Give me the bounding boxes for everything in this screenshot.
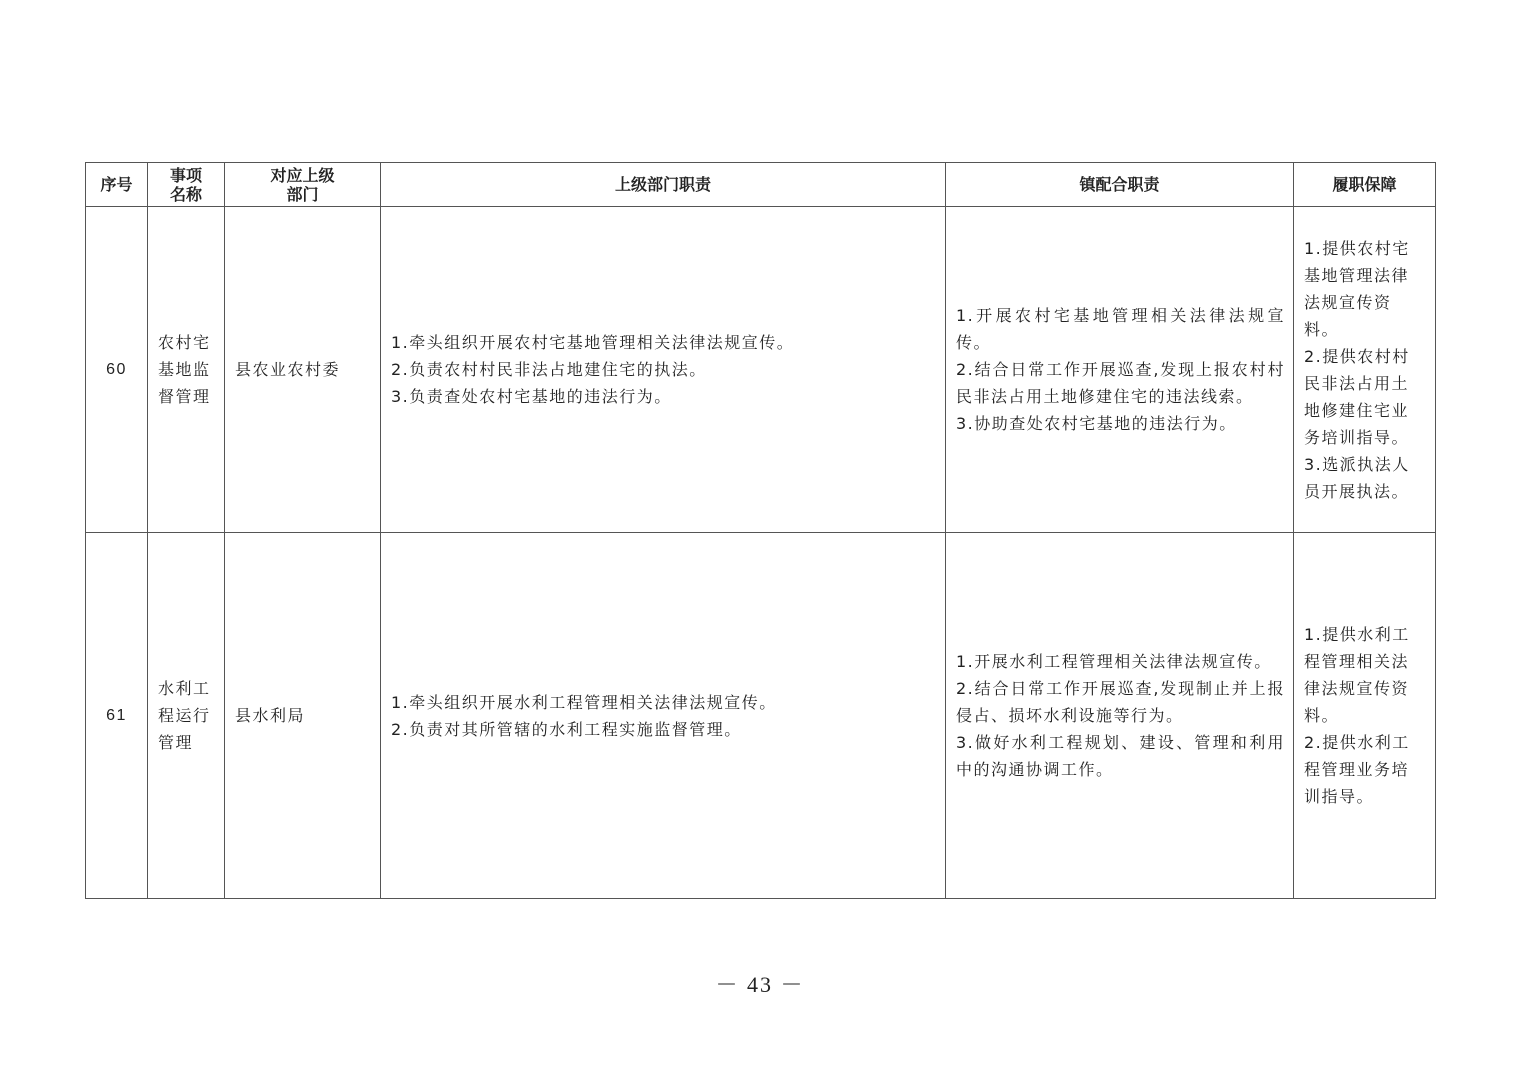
header-dept	[225, 163, 381, 207]
guarantee-line: 训指导。	[1304, 787, 1375, 806]
header-upper-duty: 上级部门职责	[381, 163, 946, 207]
town-duty-item: 2.结合日常工作开展巡查,发现制止并上报侵占、损坏水利设施等行为。	[956, 679, 1285, 725]
table-header-row	[86, 163, 1436, 207]
guarantee-line: 员开展执法。	[1304, 481, 1410, 501]
header-dept-line2: 部门	[286, 184, 319, 204]
row-no: 60	[86, 207, 148, 533]
item-name-line: 程运行	[158, 706, 211, 725]
item-name-line: 农村宅	[158, 333, 211, 352]
guarantee-line: 基地管理法律	[1304, 265, 1410, 285]
header-no: 序号	[86, 163, 148, 207]
upper-duty-item: 2.负责对其所管辖的水利工程实施监督管理。	[391, 719, 742, 739]
page-number: － 43 －	[715, 972, 805, 997]
guarantee-line: 程管理业务培	[1304, 760, 1410, 779]
item-name-line: 督管理	[158, 387, 211, 406]
upper-duty-item: 1.牵头组织开展水利工程管理相关法律法规宣传。	[391, 692, 777, 712]
upper-duty-item: 1.牵头组织开展农村宅基地管理相关法律法规宣传。	[391, 333, 795, 352]
guarantee-line: 3.选派执法人	[1304, 454, 1410, 474]
guarantee-line: 1.提供农村宅	[1304, 238, 1410, 258]
row-upper-duty	[381, 207, 946, 533]
table-row	[86, 533, 1436, 899]
row-item-name	[148, 207, 225, 533]
guarantee-line: 律法规宣传资	[1304, 679, 1410, 698]
header-dept-line1: 对应上级	[270, 165, 335, 185]
duty-table	[85, 162, 1436, 899]
upper-duty-item: 3.负责查处农村宅基地的违法行为。	[391, 387, 672, 406]
guarantee-line: 1.提供水利工	[1304, 625, 1410, 644]
guarantee-line: 程管理相关法	[1304, 652, 1410, 671]
town-duty-item: 2.结合日常工作开展巡查,发现上报农村村民非法占用土地修建住宅的违法线索。	[956, 360, 1285, 406]
guarantee-line: 民非法占用土	[1304, 373, 1410, 393]
guarantee-line: 料。	[1304, 319, 1340, 339]
row-guarantee	[1294, 533, 1436, 899]
item-name-line: 基地监	[158, 360, 211, 379]
guarantee-line: 2.提供水利工	[1304, 733, 1410, 752]
header-name-line1: 事项	[169, 165, 202, 185]
town-duty-item: 1.开展农村宅基地管理相关法律法规宣传。	[956, 306, 1285, 352]
row-dept: 县水利局	[225, 533, 381, 899]
row-dept: 县农业农村委	[225, 207, 381, 533]
header-guarantee: 履职保障	[1294, 163, 1436, 207]
header-name	[148, 163, 225, 207]
row-guarantee	[1294, 207, 1436, 533]
guarantee-line: 地修建住宅业	[1304, 400, 1410, 420]
row-town-duty	[946, 533, 1294, 899]
header-town-duty: 镇配合职责	[946, 163, 1294, 207]
town-duty-item: 3.协助查处农村宅基地的违法行为。	[956, 414, 1237, 433]
item-name-line: 管理	[158, 733, 194, 752]
header-name-line2: 名称	[169, 184, 202, 204]
table-row	[86, 207, 1436, 533]
guarantee-line: 法规宣传资	[1304, 292, 1392, 312]
row-item-name	[148, 533, 225, 899]
town-duty-item: 3.做好水利工程规划、建设、管理和利用中的沟通协调工作。	[956, 733, 1285, 779]
upper-duty-item: 2.负责农村村民非法占地建住宅的执法。	[391, 360, 707, 379]
guarantee-line: 务培训指导。	[1304, 427, 1410, 447]
row-upper-duty	[381, 533, 946, 899]
row-town-duty	[946, 207, 1294, 533]
guarantee-line: 2.提供农村村	[1304, 346, 1410, 366]
row-no: 61	[86, 533, 148, 899]
guarantee-line: 料。	[1304, 706, 1340, 725]
town-duty-item: 1.开展水利工程管理相关法律法规宣传。	[956, 652, 1272, 671]
item-name-line: 水利工	[158, 679, 211, 698]
